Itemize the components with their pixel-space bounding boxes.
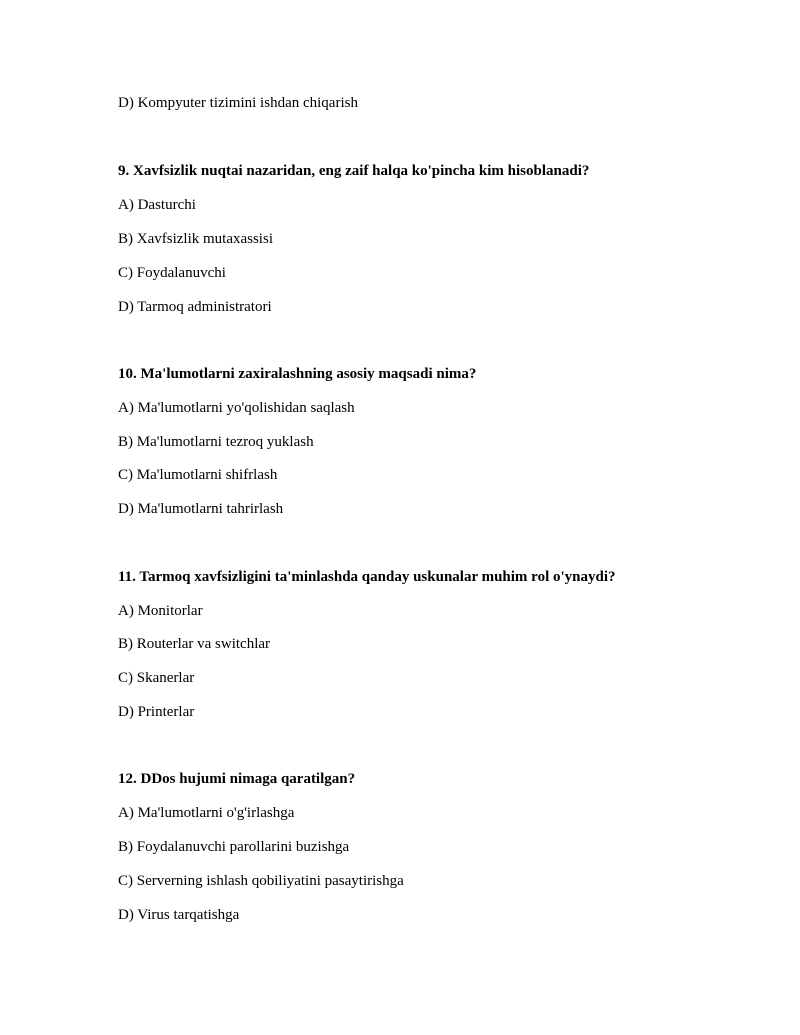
question-9-option-a: A) Dasturchi — [118, 197, 196, 213]
question-9-option-d: D) Tarmoq administratori — [118, 299, 272, 315]
question-11-option-d: D) Printerlar — [118, 704, 195, 720]
question-12-option-d: D) Virus tarqatishga — [118, 907, 240, 923]
question-9-option-c: C) Foydalanuvchi — [118, 265, 226, 281]
question-10-option-d: D) Ma'lumotlarni tahrirlash — [118, 501, 284, 517]
question-10-option-a: A) Ma'lumotlarni yo'qolishidan saqlash — [118, 400, 355, 416]
question-10: 10. Ma'lumotlarni zaxiralashning asosiy maqsadi nima? — [118, 366, 477, 382]
question-9: 9. Xavfsizlik nuqtai nazaridan, eng zaif halqa ko'pincha kim hisoblanadi? — [118, 163, 590, 179]
question-12-option-c: C) Serverning ishlash qobiliyatini pasaytirishga — [118, 873, 404, 889]
question-12: 12. DDos hujumi nimaga qaratilgan? — [118, 771, 356, 787]
question-10-option-c: C) Ma'lumotlarni shifrlash — [118, 467, 278, 483]
question-11-option-a: A) Monitorlar — [118, 603, 203, 619]
question-12-option-a: A) Ma'lumotlarni o'g'irlashga — [118, 805, 295, 821]
question-11: 11. Tarmoq xavfsizligini ta'minlashda qanday uskunalar muhim rol o'ynaydi? — [118, 569, 616, 585]
question-12-option-b: B) Foydalanuvchi parollarini buzishga — [118, 839, 350, 855]
option-carryover-d: D) Kompyuter tizimini ishdan chiqarish — [118, 95, 358, 111]
question-9-option-b: B) Xavfsizlik mutaxassisi — [118, 231, 273, 247]
question-11-option-b: B) Routerlar va switchlar — [118, 636, 271, 652]
question-11-option-c: C) Skanerlar — [118, 670, 195, 686]
question-10-option-b: B) Ma'lumotlarni tezroq yuklash — [118, 434, 314, 450]
